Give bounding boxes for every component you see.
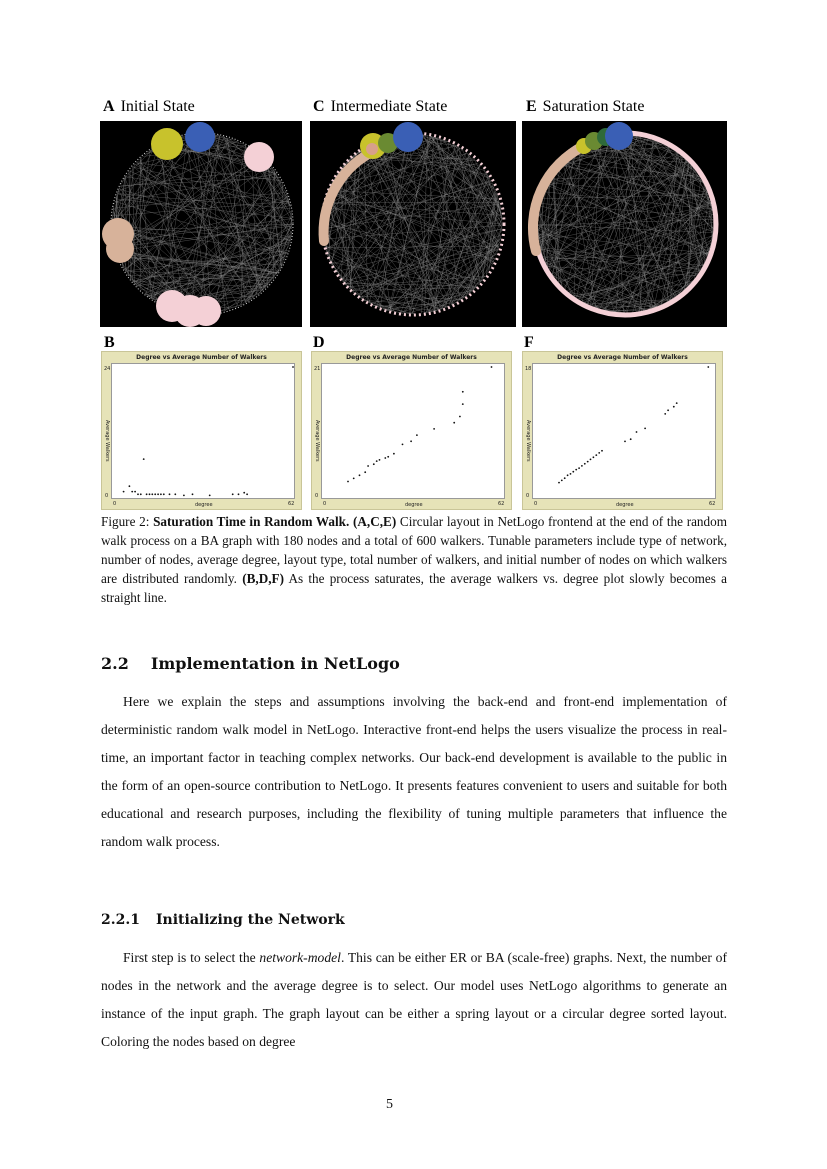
data-point	[347, 481, 349, 483]
data-point	[379, 459, 381, 461]
y-tick-max: 18	[525, 366, 532, 372]
caption-panels-ace: (A,C,E)	[352, 514, 397, 529]
panel-label-b: B	[104, 334, 115, 351]
network-panel-saturation	[522, 121, 727, 327]
data-point	[232, 493, 234, 495]
network-edge	[384, 138, 479, 284]
caption-panels-bdf: (B,D,F)	[242, 571, 284, 586]
data-point	[353, 478, 355, 480]
subsection-paragraph	[101, 944, 727, 1056]
section-heading	[101, 654, 400, 673]
data-point	[151, 493, 153, 495]
x-axis-label: degree	[405, 502, 423, 508]
network-edge	[561, 160, 615, 314]
data-point	[673, 406, 675, 408]
panel-label-d: D	[313, 334, 325, 351]
network-edge	[537, 136, 642, 247]
data-point	[183, 495, 185, 497]
plot-area	[111, 363, 295, 499]
page-number: 5	[386, 1097, 393, 1112]
y-axis-label: Average Walkers	[104, 420, 110, 462]
section-paragraph: Here we explain the steps and assumptions involving the back-end and front-end implementation of deterministic random walk model in NetLogo. Interactive front-end helps the users visualize the process in real-time, an important factor in teaching complex networks. Our back-end development is available to the public in the form of an open-source contribution to NetLogo. It presents features convenient to users and suitable for both educational and research purposes, including the flexibility of tuning multiple parameters that influence the random walk process.	[101, 694, 727, 849]
plot-panel-f	[522, 351, 723, 510]
data-point	[367, 465, 369, 467]
data-point	[707, 366, 709, 368]
network-panel-intermediate	[310, 121, 516, 327]
data-point	[174, 493, 176, 495]
data-point	[644, 428, 646, 430]
subsection-heading	[101, 912, 345, 928]
panel-label-f: F	[524, 334, 534, 351]
network-edge	[328, 192, 382, 308]
data-point	[578, 467, 580, 469]
y-tick-min: 0	[526, 493, 530, 499]
x-tick-min: 0	[323, 501, 327, 507]
data-point	[364, 471, 366, 473]
data-point	[572, 471, 574, 473]
data-point	[453, 422, 455, 424]
network-edge	[350, 158, 469, 293]
plot-title: Degree vs Average Number of Walkers	[557, 354, 688, 361]
scatter-svg	[112, 364, 296, 500]
network-edge	[484, 170, 501, 216]
network-model-term: network-model	[259, 950, 341, 965]
panel-label-c: C Intermediate State	[313, 98, 448, 115]
x-tick-max: 62	[498, 501, 505, 507]
section-number: 2.2	[101, 654, 129, 673]
data-point	[630, 438, 632, 440]
data-point	[587, 461, 589, 463]
data-point	[491, 366, 493, 368]
network-edge	[648, 287, 688, 311]
data-point	[624, 441, 626, 443]
data-point	[598, 452, 600, 454]
y-tick-min: 0	[105, 493, 109, 499]
network-edge	[273, 168, 291, 206]
x-tick-max: 62	[288, 501, 295, 507]
network-edge	[164, 135, 188, 305]
data-point	[393, 453, 395, 455]
plot-area	[532, 363, 716, 499]
data-point	[570, 473, 572, 475]
data-point	[558, 482, 560, 484]
y-axis-label: Average Walkers	[314, 420, 320, 462]
data-point	[129, 485, 131, 487]
data-point	[590, 459, 592, 461]
scatter-svg	[322, 364, 506, 500]
paragraph-text-after: . This can be either ER or BA (scale-free) graphs. Next, the number of nodes in the network and the average degree is to select. Our model uses NetLogo algorithms to generate an instance of the input graph. The graph layout can be either a spring layout or a circular degree sorted layout. Coloring the nodes based on degree	[101, 950, 727, 1049]
network-edge	[644, 280, 694, 312]
data-point	[131, 491, 133, 493]
data-point	[561, 480, 563, 482]
y-tick-max: 21	[314, 366, 321, 372]
y-tick-min: 0	[315, 493, 319, 499]
x-tick-max: 62	[709, 501, 716, 507]
data-point	[238, 493, 240, 495]
data-point	[160, 493, 162, 495]
y-axis-label: Average Walkers	[525, 420, 531, 462]
data-point	[140, 493, 142, 495]
data-point	[581, 465, 583, 467]
x-axis-label: degree	[195, 502, 213, 508]
data-point	[462, 391, 464, 393]
data-point	[192, 493, 194, 495]
data-point	[134, 491, 136, 493]
data-point	[157, 493, 159, 495]
data-point	[246, 493, 248, 495]
data-point	[595, 454, 597, 456]
data-point	[410, 440, 412, 442]
y-tick-max: 24	[104, 366, 111, 372]
data-point	[676, 402, 678, 404]
caption-text-1: Circular layout in NetLogo frontend at the end of the random walk process on a BA graph with 180 nodes and a total of 600 walkers. Tunable parameters include type of network, number of nodes, average degree, layout type, total number of walkers, and initial number of nodes on which walkers are distributed randomly.	[101, 514, 727, 586]
section-title: Implementation in NetLogo	[150, 654, 400, 673]
data-point	[636, 431, 638, 433]
figure-caption	[101, 512, 727, 607]
data-point	[243, 492, 245, 494]
data-point	[402, 444, 404, 446]
network-edge	[425, 253, 498, 313]
data-point	[416, 434, 418, 436]
data-point	[149, 493, 151, 495]
network-panel-initial	[100, 121, 302, 327]
data-point	[146, 493, 148, 495]
data-point	[169, 493, 171, 495]
plot-title: Degree vs Average Number of Walkers	[136, 354, 267, 361]
network-edge	[451, 208, 501, 305]
data-point	[593, 456, 595, 458]
data-point	[292, 366, 294, 368]
data-point	[163, 493, 165, 495]
data-point	[154, 493, 156, 495]
x-axis-label: degree	[616, 502, 634, 508]
network-image-saturation	[522, 121, 727, 327]
x-tick-min: 0	[113, 501, 117, 507]
network-edge	[121, 178, 279, 186]
caption-title: Saturation Time in Random Walk.	[153, 514, 350, 529]
caption-text-2: As the process saturates, the average walkers vs. degree plot slowly becomes a straight line.	[101, 571, 727, 605]
panel-label-e: E Saturation State	[526, 98, 645, 115]
network-edge	[468, 153, 484, 278]
data-point	[664, 413, 666, 415]
data-point	[123, 491, 125, 493]
plot-panel-d	[311, 351, 512, 510]
data-point	[567, 474, 569, 476]
data-point	[376, 460, 378, 462]
network-edge	[462, 149, 502, 231]
data-point	[564, 477, 566, 479]
data-point	[462, 403, 464, 405]
network-edge	[325, 201, 371, 304]
data-point	[575, 469, 577, 471]
data-point	[209, 495, 211, 497]
plot-title: Degree vs Average Number of Walkers	[346, 354, 477, 361]
data-point	[433, 428, 435, 430]
network-image-intermediate	[310, 121, 516, 327]
scatter-svg	[533, 364, 717, 500]
data-point	[459, 416, 461, 418]
plot-panel-b	[101, 351, 302, 510]
plot-area	[321, 363, 505, 499]
subsection-title: Initializing the Network	[155, 912, 345, 928]
caption-prefix: Figure 2:	[101, 514, 154, 529]
paragraph-text-before: First step is to select the	[123, 950, 260, 965]
network-image-initial	[100, 121, 302, 327]
panel-label-a: A Initial State	[103, 98, 195, 115]
data-point	[137, 493, 139, 495]
data-point	[387, 456, 389, 458]
data-point	[384, 457, 386, 459]
network-edge	[125, 139, 231, 271]
data-point	[359, 474, 361, 476]
data-point	[373, 463, 375, 465]
subsection-number: 2.2.1	[101, 912, 140, 928]
data-point	[601, 450, 603, 452]
data-point	[584, 463, 586, 465]
data-point	[667, 409, 669, 411]
data-point	[143, 458, 145, 460]
x-tick-min: 0	[534, 501, 538, 507]
